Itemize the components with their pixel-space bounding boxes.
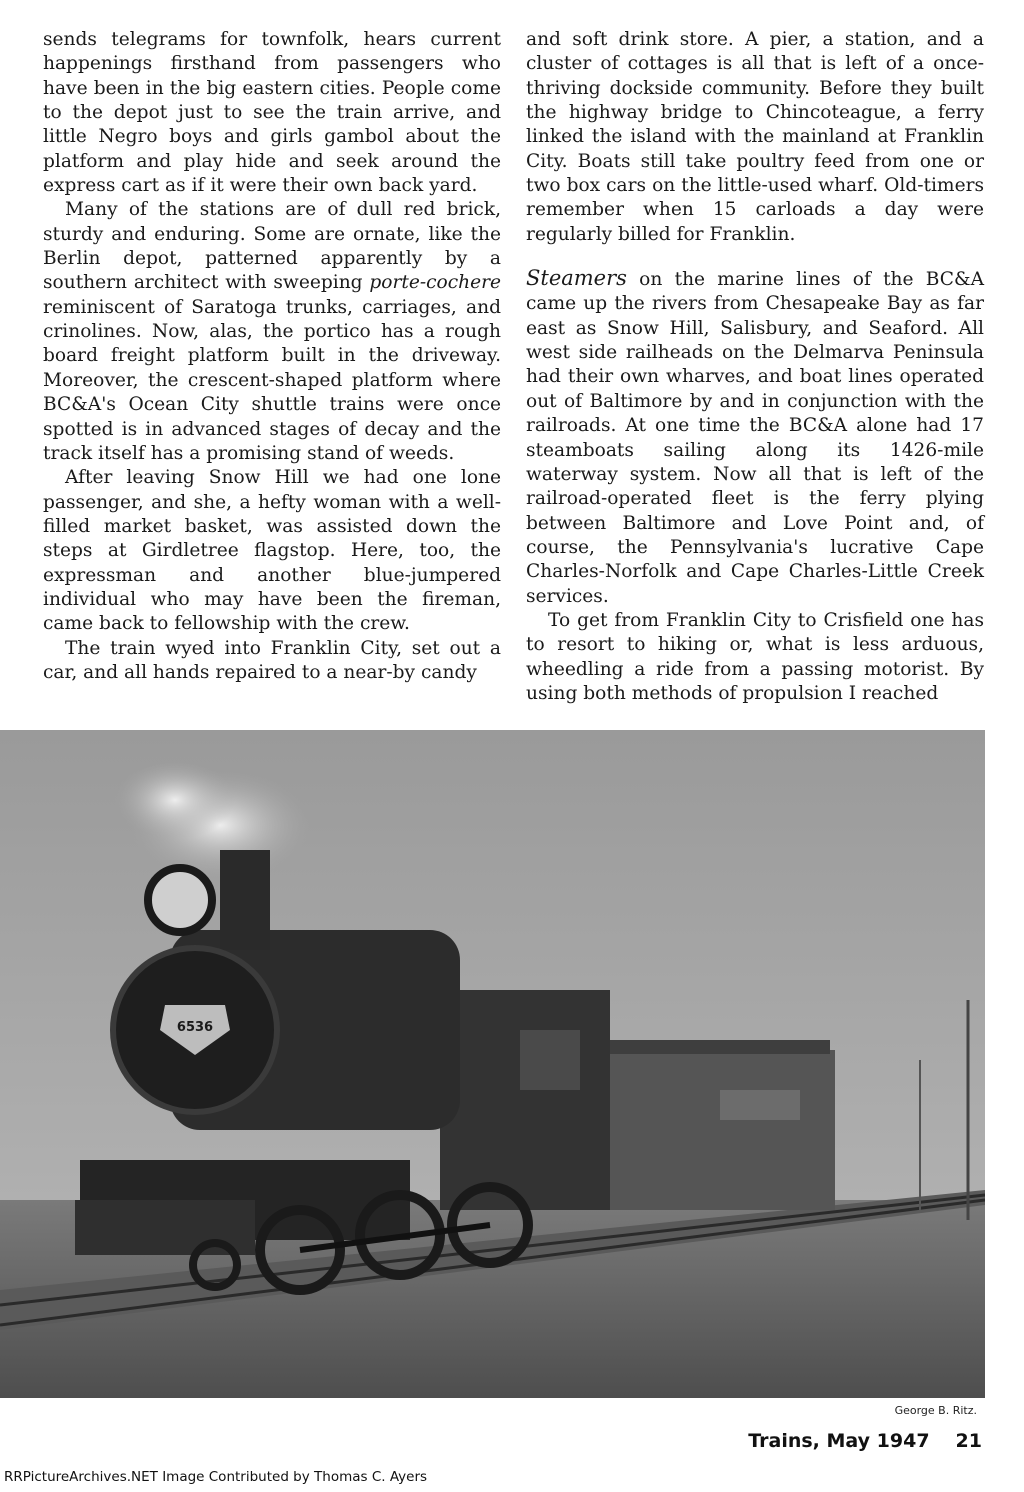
paragraph: The train wyed into Franklin City, set out a car, and all hands repaired to a near-by candy <box>43 637 501 683</box>
paragraph: Many of the stations are of dull red brick, sturdy and enduring. Some are ornate, like the Berlin depot, patterned apparently by a southern architect with sweeping porte-cochere reminiscent of Saratoga trunks, carriages, and crinolines. Now, alas, the portico has a rough board freight platform built in the driveway. Moreover, the crescent-shaped platform where BC&A's Ocean City shuttle trains were once spotted is in advanced stages of decay and the track itself has a promising stand of weeds. <box>43 199 501 464</box>
section-lead-word: Steamers <box>526 266 627 291</box>
passenger-car <box>600 1050 835 1210</box>
passenger-car-roof <box>610 1040 830 1054</box>
locomotive-illustration <box>0 730 985 1398</box>
page-footer <box>748 1430 982 1452</box>
headlight <box>148 868 212 932</box>
magazine-issue: Trains, May 1947 <box>748 1430 930 1452</box>
paragraph: sends telegrams for townfolk, hears current happenings firsthand from passengers who have been in the big eastern cities. People come to the depot just to see the train arrive, and little Negro boys and girls gambol about the platform and play hide and seek around the express cart as if it were their own back yard. <box>43 29 501 197</box>
paragraph: Steamers on the marine lines of the BC&A came up the rivers from Chesapeake Bay as far east as Snow Hill, Salisbury, and Seaford. All west side railheads on the Delmarva Peninsula had their own wharves, and boat lines operated out of Baltimore by and in conjunction with the railroads. At one time the BC&A alone had 17 steamboats sailing along its 1426-mile waterway system. Now all that is left of the railroad-operated fleet is the ferry plying between Baltimore and Love Point and, of course, the Pennsylvania's lucrative Cape Charles-Norfolk and Cape Charles-Little Creek services. <box>526 266 984 607</box>
page-number: 21 <box>955 1430 982 1452</box>
smokestack <box>220 850 270 950</box>
car-windows <box>720 1090 800 1120</box>
paragraph: and soft drink store. A pier, a station, and a cluster of cottages is all that is left of a once-thriving dockside community. Before they built the highway bridge to Chincoteague, a ferry linked the island with the mainland at Franklin City. Boats still take poultry feed from one or two box cars on the little-used wharf. Old-timers remember when 15 carloads a day were regularly billed for Franklin. <box>526 29 984 245</box>
photo-credit: George B. Ritz. <box>894 1404 977 1417</box>
paragraph: After leaving Snow Hill we had one lone passenger, and she, a hefty woman with a well-filled market basket, was assisted down the steps at Girdletree flagstop. Here, too, the expressman and another blue-jumpered individual who may have been the fireman, came back to fellowship with the crew. <box>43 467 501 635</box>
smoke <box>115 760 235 840</box>
engine-number: 6536 <box>176 1020 214 1035</box>
left-text-column <box>43 28 501 685</box>
right-text-column <box>526 28 984 706</box>
cab-window <box>520 1030 580 1090</box>
locomotive-photo <box>0 730 985 1398</box>
cab <box>440 990 610 1210</box>
source-watermark: RRPictureArchives.NET Image Contributed by Thomas C. Ayers <box>4 1469 428 1485</box>
paragraph: To get from Franklin City to Crisfield one has to resort to hiking or, what is less arduous, wheedling a ride from a passing motorist. By using both methods of propulsion I reached <box>526 609 984 704</box>
